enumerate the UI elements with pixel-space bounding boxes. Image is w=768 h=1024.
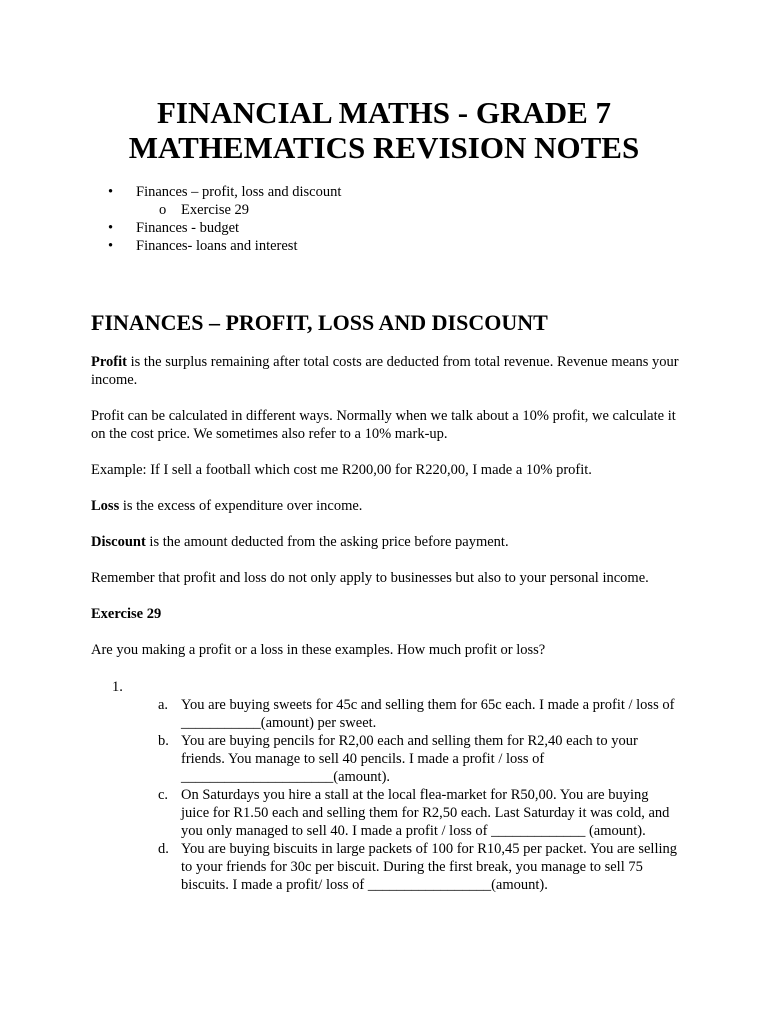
discount-term: Discount [91, 534, 146, 550]
contents-item: • Finances – profit, loss and discount [108, 183, 341, 201]
profit-calculation-paragraph: Profit can be calculated in different ways. Normally when we talk about a 10% profit, we calculate it on the cost price. We sometimes also refer to a 10% mark-up. [91, 408, 676, 442]
contents-item: • Finances- loans and interest [108, 237, 341, 255]
remember-paragraph: Remember that profit and loss do not only apply to businesses but also to your personal income. [91, 570, 649, 586]
question-text: You are buying sweets for 45c and selling them for 65c each. I made a profit / loss of ___________(amount) per sweet. [181, 697, 675, 731]
question-text: On Saturdays you hire a stall at the local flea-market for R50,00. You are buying juice for R1.50 each and selling them for R2,50 each. Last Saturday it was cold, and you only managed to sell 40. I made a profit / loss of _____________ (amount). [181, 787, 670, 839]
question-text: You are buying biscuits in large packets of 100 for R10,45 per packet. You are selling to your friends for 30c per biscuit. During the first break, you manage to sell 75 biscuits. I made a profit/ loss of _________________(amount). [181, 841, 678, 893]
question-item [158, 732, 678, 786]
document-title [0, 95, 768, 165]
title-line-1: FINANCIAL MATHS - GRADE 7 [156, 95, 612, 130]
example-paragraph: Example: If I sell a football which cost me R200,00 for R220,00, I made a 10% profit. [91, 462, 592, 478]
question-item [158, 786, 678, 840]
question-item [158, 696, 678, 732]
profit-term: Profit [91, 354, 127, 370]
loss-definition [91, 497, 691, 515]
contents-item: • Finances - budget [108, 219, 341, 237]
question-text: You are buying pencils for R2,00 each and selling them for R2,40 each to your friends. You manage to sell 40 pencils. I made a profit / loss of _____________________(amount). [181, 733, 638, 785]
contents-subitem: o Exercise 29 [108, 201, 341, 219]
question-letter: a. [158, 697, 169, 713]
question-intro: Are you making a profit or a loss in these examples. How much profit or loss? [91, 642, 546, 658]
question-letter: c. [158, 787, 169, 803]
title-line-2: MATHEMATICS REVISION NOTES [128, 130, 640, 165]
question-letter: d. [158, 841, 169, 857]
discount-definition-text: is the amount deducted from the asking price before payment. [145, 534, 509, 550]
exercise-heading: Exercise 29 [91, 606, 162, 622]
question-letter: b. [158, 733, 169, 749]
loss-term: Loss [91, 498, 120, 514]
question-number: 1. [112, 679, 123, 695]
question-item [158, 840, 678, 894]
discount-definition [91, 533, 691, 551]
profit-definition-text: is the surplus remaining after total costs are deducted from total revenue. Revenue means your income. [91, 354, 679, 388]
section-heading: FINANCES – PROFIT, LOSS AND DISCOUNT [91, 310, 548, 335]
loss-definition-text: is the excess of expenditure over income. [119, 498, 363, 514]
contents-list [108, 183, 341, 255]
profit-definition [91, 353, 691, 389]
question-list [158, 696, 678, 894]
